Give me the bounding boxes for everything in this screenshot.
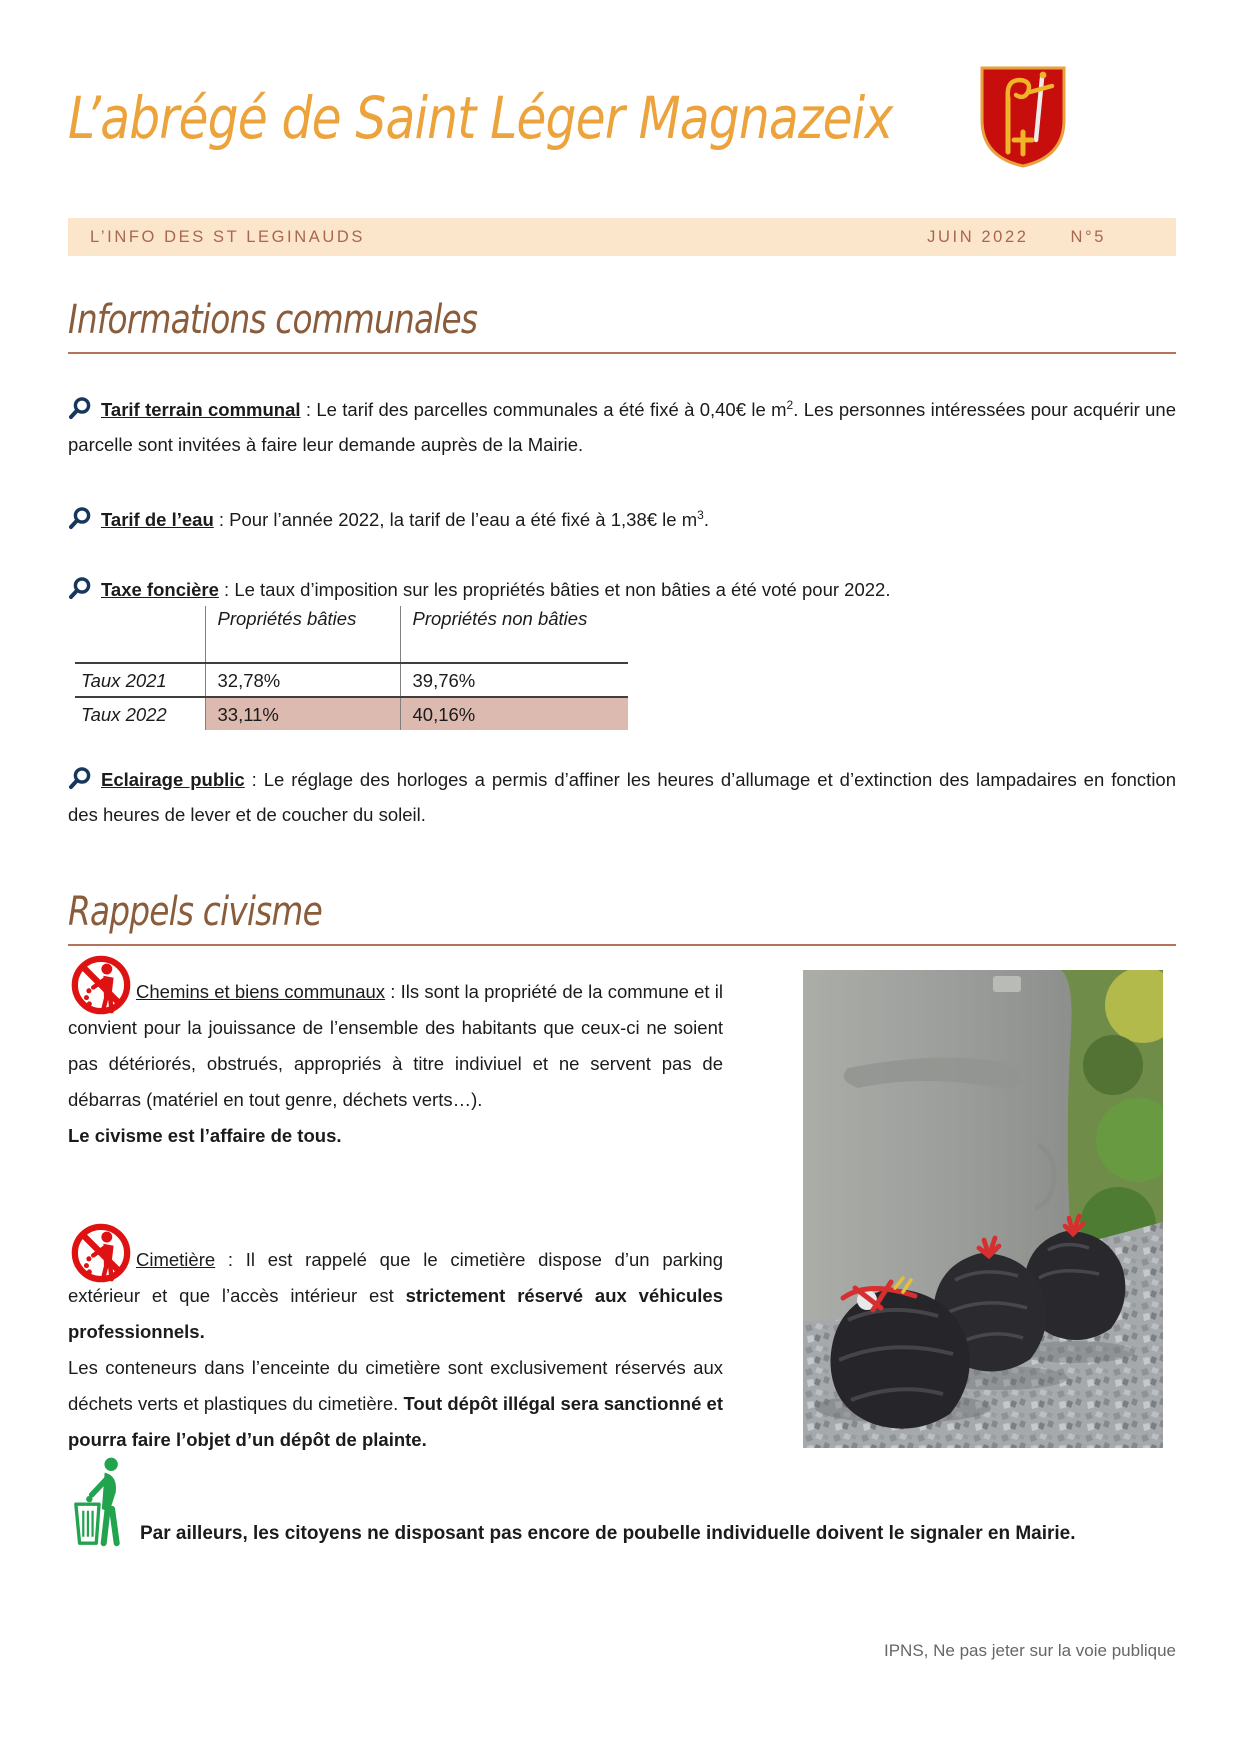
poubelle-note [74, 1455, 1174, 1553]
issue-number: N°5 [1070, 227, 1106, 246]
issue-banner [68, 218, 1176, 256]
civisme-bold-line: Le civisme est l’affaire de tous. [68, 1125, 342, 1146]
item-label: Tarif terrain communal [101, 399, 301, 421]
cell-value: 40,16% [400, 697, 628, 730]
header-proprietes-non-baties: Propriétés non bâties [400, 606, 628, 663]
section-rappels-civisme [68, 888, 1176, 946]
civisme-bold-text: Tout dépôt illégal sera sanctionné et pourra faire l’objet d’un dépôt de plainte. [68, 1393, 723, 1450]
header-empty [75, 606, 205, 663]
page-title: L’abrégé de Saint Léger Magnazeix [68, 84, 893, 152]
superscript: 3 [697, 508, 704, 522]
civisme-paragraph: Chemins et biens communaux : Ils sont la propriété de la commune et il convient pour la jouissance de l’ensemble des habitants que ceux-ci ne soient pas détériorés, obstrués, appropriés à titre indiviuel et ne servent pas de débarras (matériel en tout genre, déchets verts…). [68, 981, 724, 1110]
footer-note: IPNS, Ne pas jeter sur la voie publique [884, 1641, 1176, 1660]
civisme-item-chemins [68, 950, 723, 1154]
item-text: : Le réglage des horloges a permis d’affiner les heures d’allumage et d’extinction des lampadaires en fonction des heures de lever et de coucher du soleil. [68, 769, 1177, 825]
section-title: Rappels civisme [68, 889, 322, 935]
row-label: Taux 2021 [75, 663, 205, 697]
cell-value: 39,76% [400, 663, 628, 697]
no-littering-icon [70, 954, 132, 1016]
civisme-label: Chemins et biens communaux [136, 981, 386, 1002]
note-text: Par ailleurs, les citoyens ne disposant pas encore de poubelle individuelle doivent le signaler en Mairie. [140, 1523, 1076, 1544]
civisme-label: Cimetière [136, 1249, 216, 1270]
coat-of-arms-icon [978, 64, 1068, 170]
section-informations-communales [68, 296, 1176, 354]
item-text: : Le tarif des parcelles communales a été fixé à 0,40€ le m [300, 399, 787, 421]
item-text: . Les personnes intéressées pour acquérir une parcelle sont invitées à faire leur demande auprès de la Mairie. [68, 399, 1176, 456]
tidyman-icon [74, 1455, 126, 1553]
civisme-text: Ils sont la propriété de la commune et il convient pour la jouissance de l’ensemble des habitants que ceux-ci ne soient pas détériorés, obstrués, appropriés à titre indiviuel et ne servent pas de débarras (matériel en tout genre, déchets verts…). [68, 981, 724, 1110]
magnifier-icon [68, 576, 92, 600]
magnifier-icon [68, 396, 92, 420]
info-item-tarif-terrain [68, 388, 1176, 462]
trash-bags-photo [803, 970, 1163, 1448]
item-text: : Le taux d’imposition sur les propriétés bâties et non bâties a été voté pour 2022. [218, 579, 891, 600]
table-row [75, 663, 628, 697]
issue-date: JUIN 2022 [927, 227, 1029, 246]
item-label: Tarif de l’eau [101, 509, 214, 531]
tax-rate-table [75, 606, 628, 730]
banner-left-text: L’INFO DES ST LEGINAUDS [90, 227, 365, 246]
magnifier-icon [68, 766, 92, 790]
civisme-text: Les conteneurs dans l’enceinte du cimetière sont exclusivement réservés aux déchets verts et plastiques du cimetière. [68, 1357, 723, 1414]
cell-value: 32,78% [205, 663, 400, 697]
civisme-text: Il est rappelé que le cimetière dispose d’un parking extérieur et que l’accès intérieur est [68, 1249, 724, 1306]
banner-right-text [927, 228, 1154, 247]
section-title: Informations communales [68, 297, 478, 343]
no-littering-icon [70, 1222, 132, 1284]
item-text: . [703, 509, 709, 531]
superscript: 2 [786, 398, 794, 412]
table-row [75, 697, 628, 730]
info-item-tarif-eau [68, 498, 1176, 537]
item-text: : Pour l’année 2022, la tarif de l’eau a été fixé à 1,38€ le m [213, 509, 698, 531]
item-label: Eclairage public [101, 769, 245, 790]
magnifier-icon [68, 506, 92, 530]
cell-value: 33,11% [205, 697, 400, 730]
info-item-taxe-fonciere [68, 572, 1176, 607]
item-label: Taxe foncière [101, 579, 219, 600]
table-header-row [75, 606, 628, 663]
row-label: Taux 2022 [81, 703, 167, 725]
civisme-bold-text: strictement réservé aux véhicules professionnels. [68, 1285, 723, 1342]
header-proprietes-baties: Propriétés bâties [205, 606, 400, 663]
info-item-eclairage-public [68, 762, 1176, 832]
civisme-paragraph: Cimetière : Il est rappelé que le cimetière dispose d’un parking extérieur et que l’accès intérieur est strictement réservé aux véhicules professionnels. [68, 1249, 724, 1342]
civisme-paragraph [68, 1350, 723, 1458]
civisme-item-cimetiere [68, 1218, 723, 1458]
